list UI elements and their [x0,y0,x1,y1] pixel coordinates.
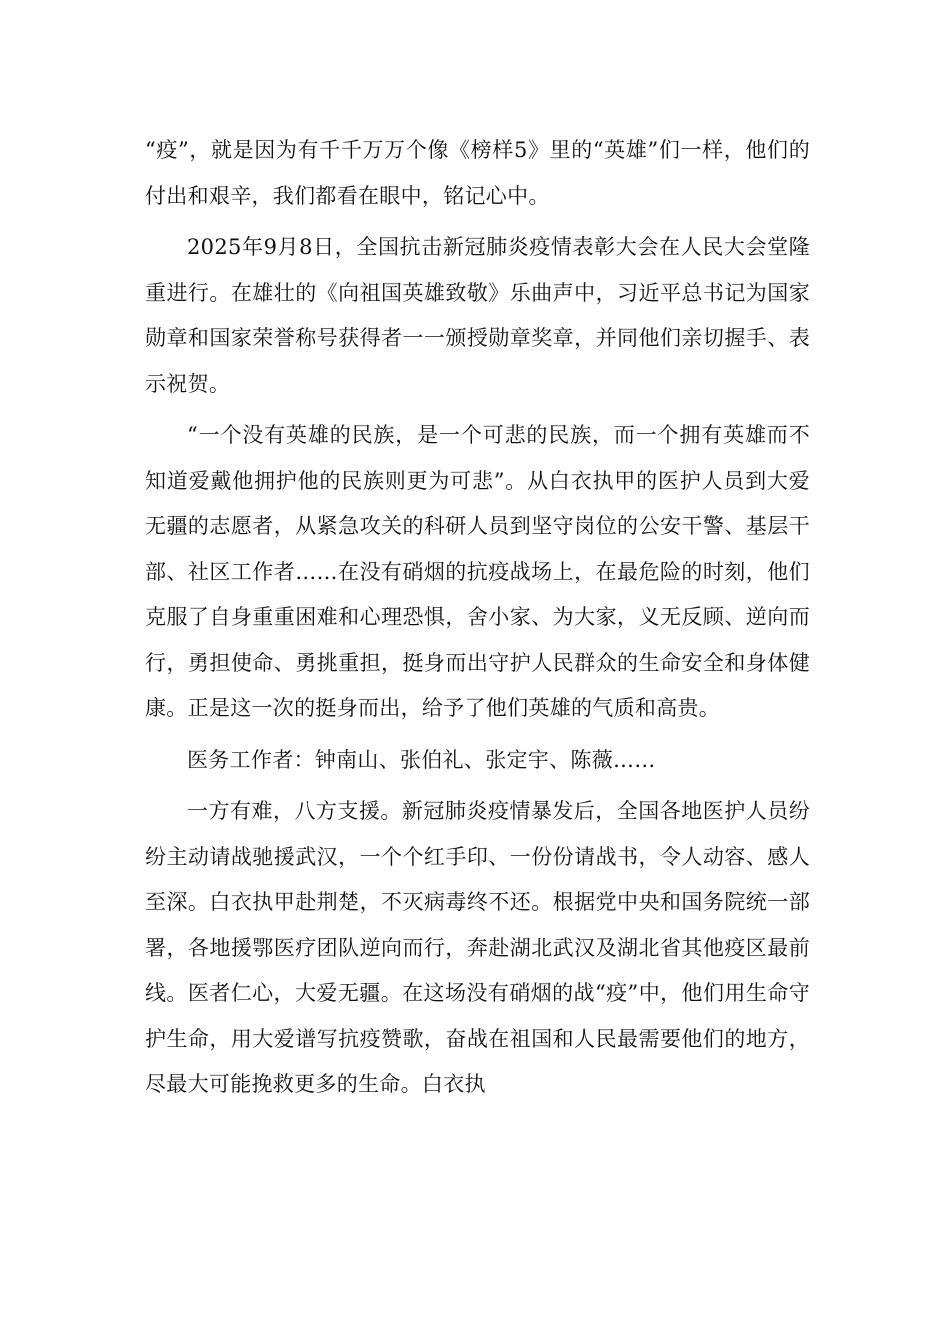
paragraph-medical-support: 一方有难，八方支援。新冠肺炎疫情暴发后，全国各地医护人员纷纷主动请战驰援武汉，一个个红手印、一份份请战书，令人动容、感人至深。白衣执甲赴荆楚，不灭病毒终不还。根据党中央和国务院统一部署，各地援鄂医疗团队逆向而行，奔赴湖北武汉及湖北省其他疫区最前线。医者仁心，大爱无疆。在这场没有硝烟的战“疫”中，他们用生命守护生命，用大爱谱写抗疫赞歌，奋战在祖国和人民最需要他们的地方，尽最大可能挽救更多的生命。白衣执 [145,799,810,1096]
paragraph-continuation: “疫”，就是因为有千千万万个像《榜样5》里的“英雄”们一样，他们的付出和艰辛，我们都看在眼中，铭记心中。 [145,138,810,208]
paragraph-commendation-meeting: 2025年9月8日，全国抗击新冠肺炎疫情表彰大会在人民大会堂隆重进行。在雄壮的《向祖国英雄致敬》乐曲声中，习近平总书记为国家勋章和国家荣誉称号获得者一一颁授勋章奖章，并同他们亲切握手、表示祝贺。 [145,235,810,396]
paragraph-medical-workers-heading: 医务工作者：钟南山、张伯礼、张定宇、陈薇…… [187,747,656,772]
paragraph-heroes-quote: “一个没有英雄的民族，是一个可悲的民族，而一个拥有英雄而不知道爱戴他拥护他的民族则更为可悲”。从白衣执甲的医护人员到大爱无疆的志愿者，从紧急攻关的科研人员到坚守岗位的公安干警、基层干部、社区工作者……在没有硝烟的抗疫战场上，在最危险的时刻，他们克服了自身重重困难和心理恐惧，舍小家、为大家，义无反顾、逆向而行，勇担使命、勇挑重担，挺身而出守护人民群众的生命安全和身体健康。正是这一次的挺身而出，给予了他们英雄的气质和高贵。 [145,423,810,720]
document-body [145,128,810,1114]
